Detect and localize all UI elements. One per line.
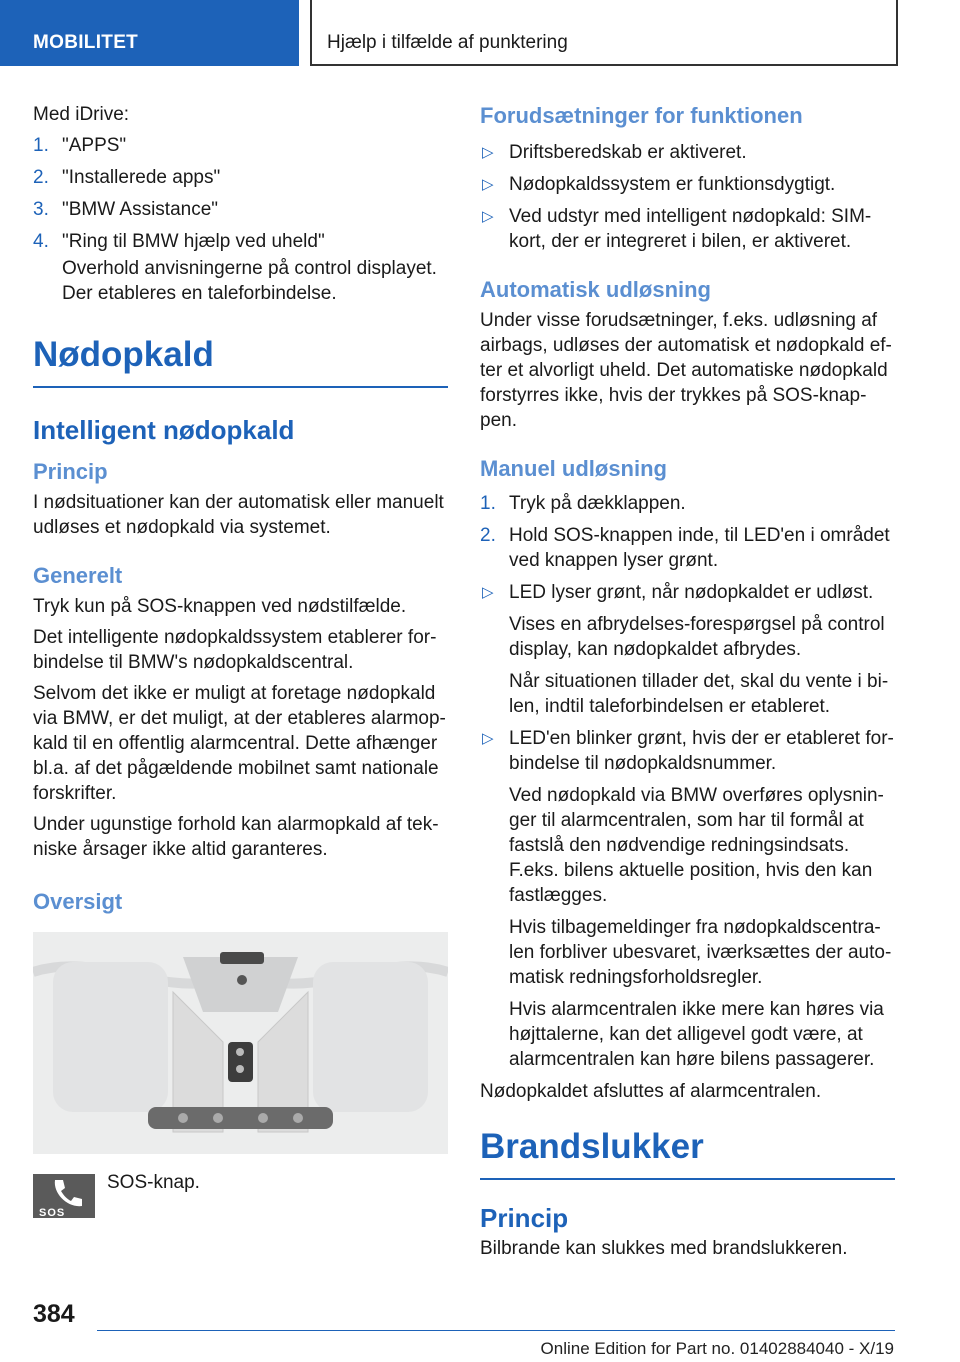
triangle-bullet-icon: ▷ [482, 208, 494, 225]
left-column [33, 102, 448, 1220]
header-title-box [310, 0, 898, 66]
bullet-text: Driftsberedskab er aktiveret. [509, 142, 747, 163]
step-note: Overhold anvisningerne på control displayet. Der etableres en taleforbindelse. [62, 258, 437, 304]
header-section-tab [0, 0, 299, 66]
list-number: 1. [480, 493, 496, 514]
list-item [33, 165, 448, 190]
bullet-note: Hvis tilbagemeldinger fra nødopkaldscentra-len forbliver ubesvaret, iværksættes der auto-matisk redningsforholdsregler. [509, 917, 892, 988]
sos-legend-row [33, 1170, 448, 1220]
overhead-console-illustration [33, 932, 448, 1154]
edition-text: Online Edition for Part no. 01402884040 - X/19 [540, 1339, 894, 1358]
bullet-text: Ved udstyr med intelligent nødopkald: SIM-kort, der er integreret i bilen, er aktiveret. [509, 206, 872, 252]
generelt-paragraph: Selvom det ikke er muligt at foretage nødopkald via BMW, er det muligt, at der etableres alarmop-kald til en offentlig alarmcentral. Dette afhænger bl.a. af det pågældende mobilnet samt nationale forskrifter. [33, 683, 446, 804]
bullet-item [480, 140, 895, 165]
bullet-text: LED lyser grønt, når nødopkaldet er udløst. [509, 582, 874, 603]
bullet-note: Hvis alarmcentralen ikke mere kan høres via højttalerne, kan det alligevel godt være, at alarmcentralen kan høre bilens passagerer. [509, 999, 884, 1070]
triangle-bullet-icon: ▷ [482, 176, 494, 193]
intro-text: Med iDrive: [33, 104, 130, 125]
bullet-item [480, 580, 895, 605]
bullet-item [480, 204, 895, 254]
heading-forudsaetninger: Forudsætninger for funktionen [480, 103, 803, 128]
heading-generelt: Generelt [33, 563, 123, 588]
bullet-note: Vises en afbrydelses-forespørgsel på control display, kan nødopkaldet afbrydes. [509, 614, 885, 660]
bullet-note: Når situationen tillader det, skal du vente i bi-len, indtil taleforbindelsen er etableret. [509, 671, 889, 717]
heading-automatisk-udlosning: Automatisk udløsning [480, 277, 711, 302]
heading-oversigt: Oversigt [33, 889, 123, 914]
heading-princip-brand: Princip [480, 1203, 569, 1233]
list-text: "BMW Assistance" [62, 199, 219, 220]
generelt-paragraph: Under ugunstige forhold kan alarmopkald af tek-niske årsager ikke altid garanteres. [33, 814, 439, 860]
list-number: 2. [480, 525, 496, 546]
bullet-note: Ved nødopkald via BMW overføres oplysnin-ger til alarmcentralen, som har til formål at fastslå den nødvendige redningsindsats. F.eks. bilens aktuelle position, hvis den kan fastlægges. [509, 785, 884, 906]
list-number: 4. [33, 231, 49, 252]
right-column [480, 102, 895, 1267]
brand-princip-text: Bilbrande kan slukkes med brandslukkeren. [480, 1238, 848, 1259]
sos-icon [33, 1174, 95, 1218]
list-item [480, 523, 895, 573]
list-text: "APPS" [62, 135, 127, 156]
triangle-bullet-icon: ▷ [482, 730, 494, 747]
list-number: 2. [33, 167, 49, 188]
list-number: 3. [33, 199, 49, 220]
heading-brandslukker: Brandslukker [480, 1126, 895, 1180]
sos-icon-label: SOS [39, 1207, 66, 1219]
heading-intelligent-nodopkald: Intelligent nødopkald [33, 415, 295, 445]
overhead-console-photo [33, 932, 448, 1154]
automatisk-text: Under visse forudsætninger, f.eks. udløsning af airbags, udløses der automatisk et nødopkald ef-ter et alvorligt uheld. Det automatiske nødopkald forstyrres ikke, hvis der trykkes på SOS-knap-pen. [480, 310, 892, 431]
end-text: Nødopkaldet afsluttes af alarmcentralen. [480, 1081, 822, 1102]
generelt-paragraph: Tryk kun på SOS-knappen ved nødstilfælde. [33, 596, 407, 617]
triangle-bullet-icon: ▷ [482, 144, 494, 161]
heading-manuel-udlosning: Manuel udløsning [480, 456, 667, 481]
page-number: 384 [33, 1300, 75, 1328]
header-section-label: MOBILITET [33, 32, 139, 53]
list-text: Hold SOS-knappen inde, til LED'en i området ved knappen lyser grønt. [509, 525, 890, 571]
heading-princip: Princip [33, 459, 108, 484]
list-text: "Installerede apps" [62, 167, 221, 188]
triangle-bullet-icon: ▷ [482, 584, 494, 601]
list-number: 1. [33, 135, 49, 156]
list-text: Tryk på dækklappen. [509, 493, 686, 514]
list-item [33, 133, 448, 158]
bullet-item [480, 172, 895, 197]
bullet-text: LED'en blinker grønt, hvis der er etableret for-bindelse til nødopkaldsnummer. [509, 728, 894, 774]
footer-divider [97, 1330, 895, 1331]
list-item [33, 197, 448, 222]
list-item [480, 491, 895, 516]
list-item [33, 229, 448, 254]
heading-nodopkald: Nødopkald [33, 334, 448, 388]
sos-label: SOS-knap. [107, 1172, 200, 1193]
generelt-paragraph: Det intelligente nødopkaldssystem etablerer for-bindelse til BMW's nødopkaldscentral. [33, 627, 437, 673]
bullet-text: Nødopkaldssystem er funktionsdygtigt. [509, 174, 836, 195]
bullet-item [480, 726, 895, 776]
list-text: "Ring til BMW hjælp ved uheld" [62, 231, 325, 252]
princip-text: I nødsituationer kan der automatisk eller manuelt udløses et nødopkald via systemet. [33, 492, 444, 538]
header-title: Hjælp i tilfælde af punktering [327, 32, 568, 53]
